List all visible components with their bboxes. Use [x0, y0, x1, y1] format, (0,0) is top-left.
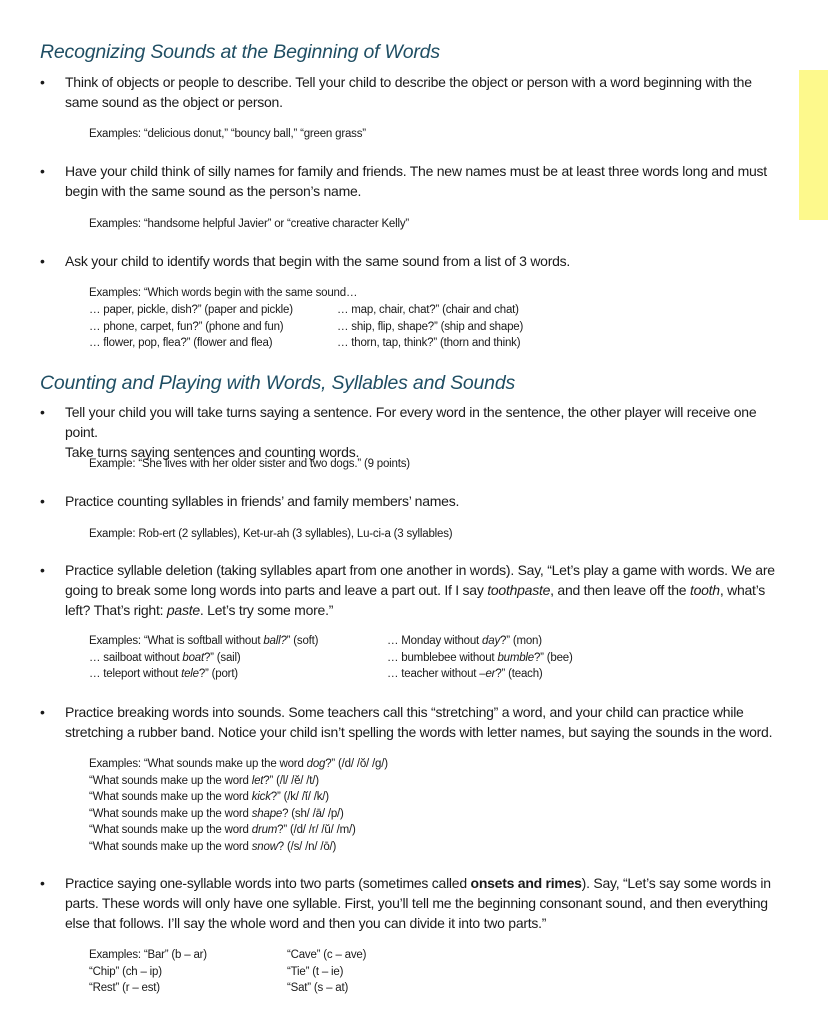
example-line: … teacher without –er?” (teach): [387, 668, 543, 681]
example-column-right: [387, 633, 573, 683]
example-line: … sailboat without boat?” (sail): [89, 651, 241, 664]
example-text: Examples: “handsome helpful Javier” or “creative character Kelly”: [89, 218, 409, 230]
bullet-text-line: same sound as the object or person.: [65, 94, 283, 110]
bullet-text-line: going to break some long words into parts and leave a part out. If I say toothpaste, and then leave off the tooth, what’s: [65, 582, 766, 598]
bullet-text-line: Have your child think of silly names for family and friends. The new names must be at least three words long and must: [65, 163, 767, 179]
example-line: … paper, pickle, dish?” (paper and pickle): [89, 304, 293, 316]
bullet-text-line: begin with the same sound as the person’s name.: [65, 183, 362, 199]
bullet-text-line: Practice breaking words into sounds. Some teachers call this “stretching” a word, and your child can practice while: [65, 704, 744, 720]
example-line: … map, chair, chat?” (chair and chat): [337, 304, 519, 316]
bullet-marker: •: [40, 562, 45, 578]
example-column-left: [89, 302, 293, 352]
example-line: “What sounds make up the word kick?” (/k/ /ĭ/ /k/): [89, 791, 329, 804]
bullet-marker: •: [40, 493, 45, 509]
example-line: … Monday without day?” (mon): [387, 635, 542, 647]
example-line: Examples: “What is softball without ball?” (soft): [89, 635, 319, 647]
example-line: … flower, pop, flea?” (flower and flea): [89, 337, 273, 350]
bullet-marker: •: [40, 704, 45, 720]
bullet-text-line: Ask your child to identify words that begin with the same sound from a list of 3 words.: [65, 253, 571, 269]
example-column-right: [287, 947, 366, 997]
example-line: … ship, flip, shape?” (ship and shape): [337, 320, 524, 333]
example-line: … phone, carpet, fun?” (phone and fun): [89, 320, 284, 333]
example-list-sounds: [89, 756, 388, 856]
example-line: Examples: “Bar” (b – ar): [89, 949, 207, 961]
example-line: “Chip” (ch – ip): [89, 965, 162, 978]
example-line: Examples: “What sounds make up the word dog?” (/d/ /ŏ/ /g/): [89, 758, 388, 770]
example-column-left: [89, 633, 318, 683]
example-heading: Examples: “Which words begin with the same sound…: [89, 287, 358, 299]
section-heading-beginning-sounds: Recognizing Sounds at the Beginning of Words: [40, 41, 440, 63]
bullet-marker: •: [40, 253, 45, 269]
bullet-text-line: else that follows. I’ll say the whole word and then you can divide it into two parts.”: [65, 915, 547, 931]
bullet-marker: •: [40, 404, 45, 420]
example-line: “What sounds make up the word snow? (/s/ /n/ /ō/): [89, 840, 337, 853]
example-line: “What sounds make up the word drum?” (/d/ /r/ /ŭ/ /m/): [89, 824, 356, 837]
example-line: … teleport without tele?” (port): [89, 668, 238, 681]
section-heading-counting: Counting and Playing with Words, Syllables and Sounds: [40, 372, 516, 394]
bullet-text-line: Practice counting syllables in friends’ and family members’ names.: [65, 493, 460, 509]
example-line: “Rest” (r – est): [89, 982, 160, 995]
bullet-marker: •: [40, 875, 45, 891]
bullet-text-line: Tell your child you will take turns saying a sentence. For every word in the sentence, the other player will receive one point.: [65, 404, 757, 440]
example-column-left: [89, 947, 207, 997]
bullet-text-line: Think of objects or people to describe. Tell your child to describe the object or person with a word beginning with the: [65, 74, 752, 90]
example-text: Examples: “delicious donut,” “bouncy ball,” “green grass”: [89, 128, 366, 140]
example-column-right: [337, 302, 523, 352]
example-line: “Tie” (t – ie): [287, 965, 344, 978]
bullet-text-line: left? That’s right: paste. Let’s try some more.”: [65, 602, 334, 618]
bullet-marker: •: [40, 74, 45, 90]
example-line: “What sounds make up the word shape? (sh/ /ā/ /p/): [89, 807, 344, 820]
bullet-text-line: Take turns saying sentences and counting words.: [65, 444, 360, 460]
bullet-text-line: stretching a rubber band. Notice your child isn’t spelling the words with letter names, but saying the sounds in the word.: [65, 724, 773, 740]
example-line: “What sounds make up the word let?” (/l/ /ĕ/ /t/): [89, 774, 319, 787]
example-line: … bumblebee without bumble?” (bee): [387, 651, 573, 664]
example-line: … thorn, tap, think?” (thorn and think): [337, 337, 521, 350]
example-line: “Cave” (c – ave): [287, 949, 367, 961]
example-text: Example: “She lives with her older sister and two dogs.” (9 points): [89, 458, 410, 470]
example-line: “Sat” (s – at): [287, 982, 349, 995]
bullet-marker: •: [40, 163, 45, 179]
bullet-text-line: Practice syllable deletion (taking syllables apart from one another in words). Say, “Let’s play a game with words. We are: [65, 562, 775, 578]
example-text: Example: Rob-ert (2 syllables), Ket-ur-ah (3 syllables), Lu-ci-a (3 syllables): [89, 528, 453, 540]
highlight-tab: [799, 70, 828, 220]
bullet-text-line: parts. These words will only have one syllable. First, you’ll tell me the beginning consonant sound, and then everything: [65, 895, 768, 911]
bullet-text-line: Practice saying one-syllable words into two parts (sometimes called onsets and rimes). Say, “Let’s say some words in: [65, 875, 771, 891]
